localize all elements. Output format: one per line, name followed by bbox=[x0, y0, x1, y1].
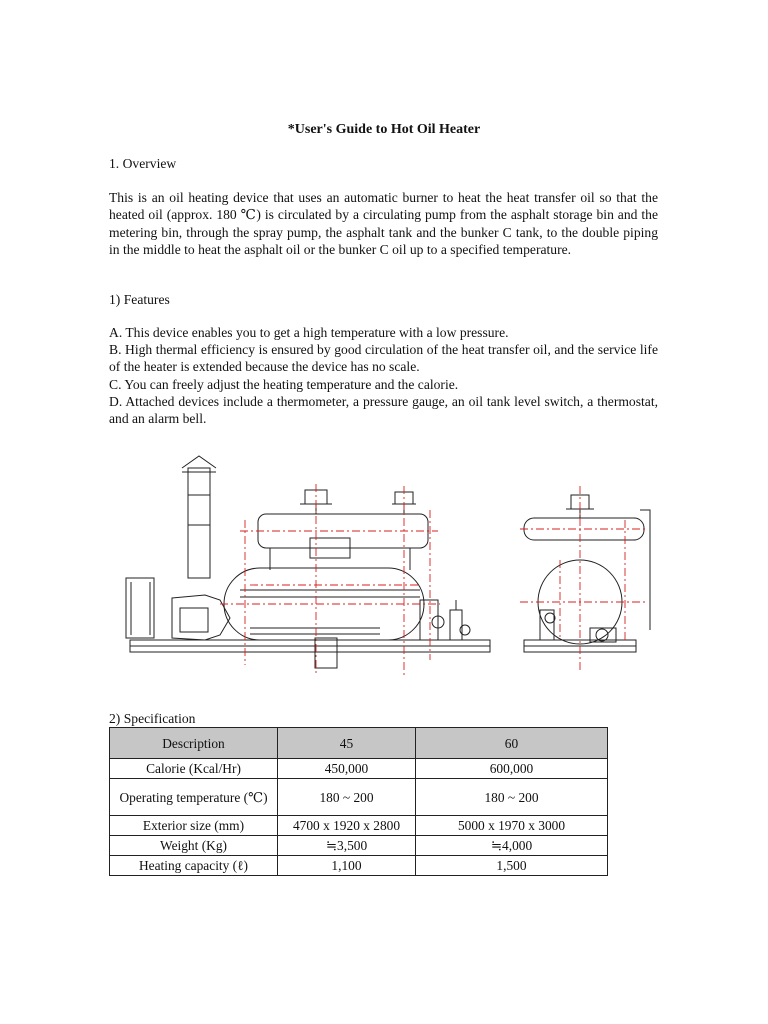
table-cell: 1,100 bbox=[278, 856, 416, 876]
chimney-stack bbox=[188, 468, 210, 578]
specification-heading: 2) Specification bbox=[109, 711, 196, 726]
table-row bbox=[110, 759, 608, 779]
table-cell: 180 ~ 200 bbox=[278, 779, 416, 816]
table-cell: Heating capacity (ℓ) bbox=[110, 856, 278, 876]
specification-table bbox=[109, 727, 608, 876]
heater-technical-drawing bbox=[120, 450, 660, 680]
table-cell: 5000 x 1970 x 3000 bbox=[416, 816, 608, 836]
table-cell: Calorie (Kcal/Hr) bbox=[110, 759, 278, 779]
table-row bbox=[110, 816, 608, 836]
table-row bbox=[110, 836, 608, 856]
column-header: 60 bbox=[416, 728, 608, 759]
table-cell: 180 ~ 200 bbox=[416, 779, 608, 816]
features-heading: 1) Features bbox=[109, 292, 170, 307]
column-header: Description bbox=[110, 728, 278, 759]
table-row bbox=[110, 779, 608, 816]
feature-item-a: A. This device enables you to get a high temperature with a low pressure. bbox=[109, 325, 509, 340]
table-header-row bbox=[110, 728, 608, 759]
feature-item-d: D. Attached devices include a thermometer, a pressure gauge, an oil tank level switch, a thermostat, and an alarm bell. bbox=[109, 394, 658, 427]
table-cell: Exterior size (mm) bbox=[110, 816, 278, 836]
chimney-cap bbox=[182, 456, 216, 468]
feature-item-b: B. High thermal efficiency is ensured by good circulation of the heat transfer oil, and the service life of the heater is extended because the device has no scale. bbox=[109, 342, 658, 375]
overview-paragraph: This is an oil heating device that uses an automatic burner to heat the heat transfer oil so that the heated oil (approx. 180 ℃) is circulated by a circulating pump from the asphalt storage bin and the metering bin, through the spray pump, the asphalt tank and the bunker C tank, to the double piping in the middle to heat the asphalt oil or the bunker C oil up to a specified temperature. bbox=[109, 190, 658, 257]
table-cell: Operating temperature (℃) bbox=[110, 779, 278, 816]
overview-heading: 1. Overview bbox=[109, 156, 177, 171]
table-cell: 600,000 bbox=[416, 759, 608, 779]
table-cell: 1,500 bbox=[416, 856, 608, 876]
burner-housing bbox=[172, 595, 230, 640]
table-cell: ≒3,500 bbox=[278, 836, 416, 856]
table-row bbox=[110, 856, 608, 876]
feature-item-c: C. You can freely adjust the heating temperature and the calorie. bbox=[109, 377, 459, 392]
document-title: *User's Guide to Hot Oil Heater bbox=[287, 122, 481, 137]
column-header: 45 bbox=[278, 728, 416, 759]
table-cell: 4700 x 1920 x 2800 bbox=[278, 816, 416, 836]
table-cell: ≒4,000 bbox=[416, 836, 608, 856]
table-cell: 450,000 bbox=[278, 759, 416, 779]
table-cell: Weight (Kg) bbox=[110, 836, 278, 856]
support-leg bbox=[315, 638, 337, 668]
